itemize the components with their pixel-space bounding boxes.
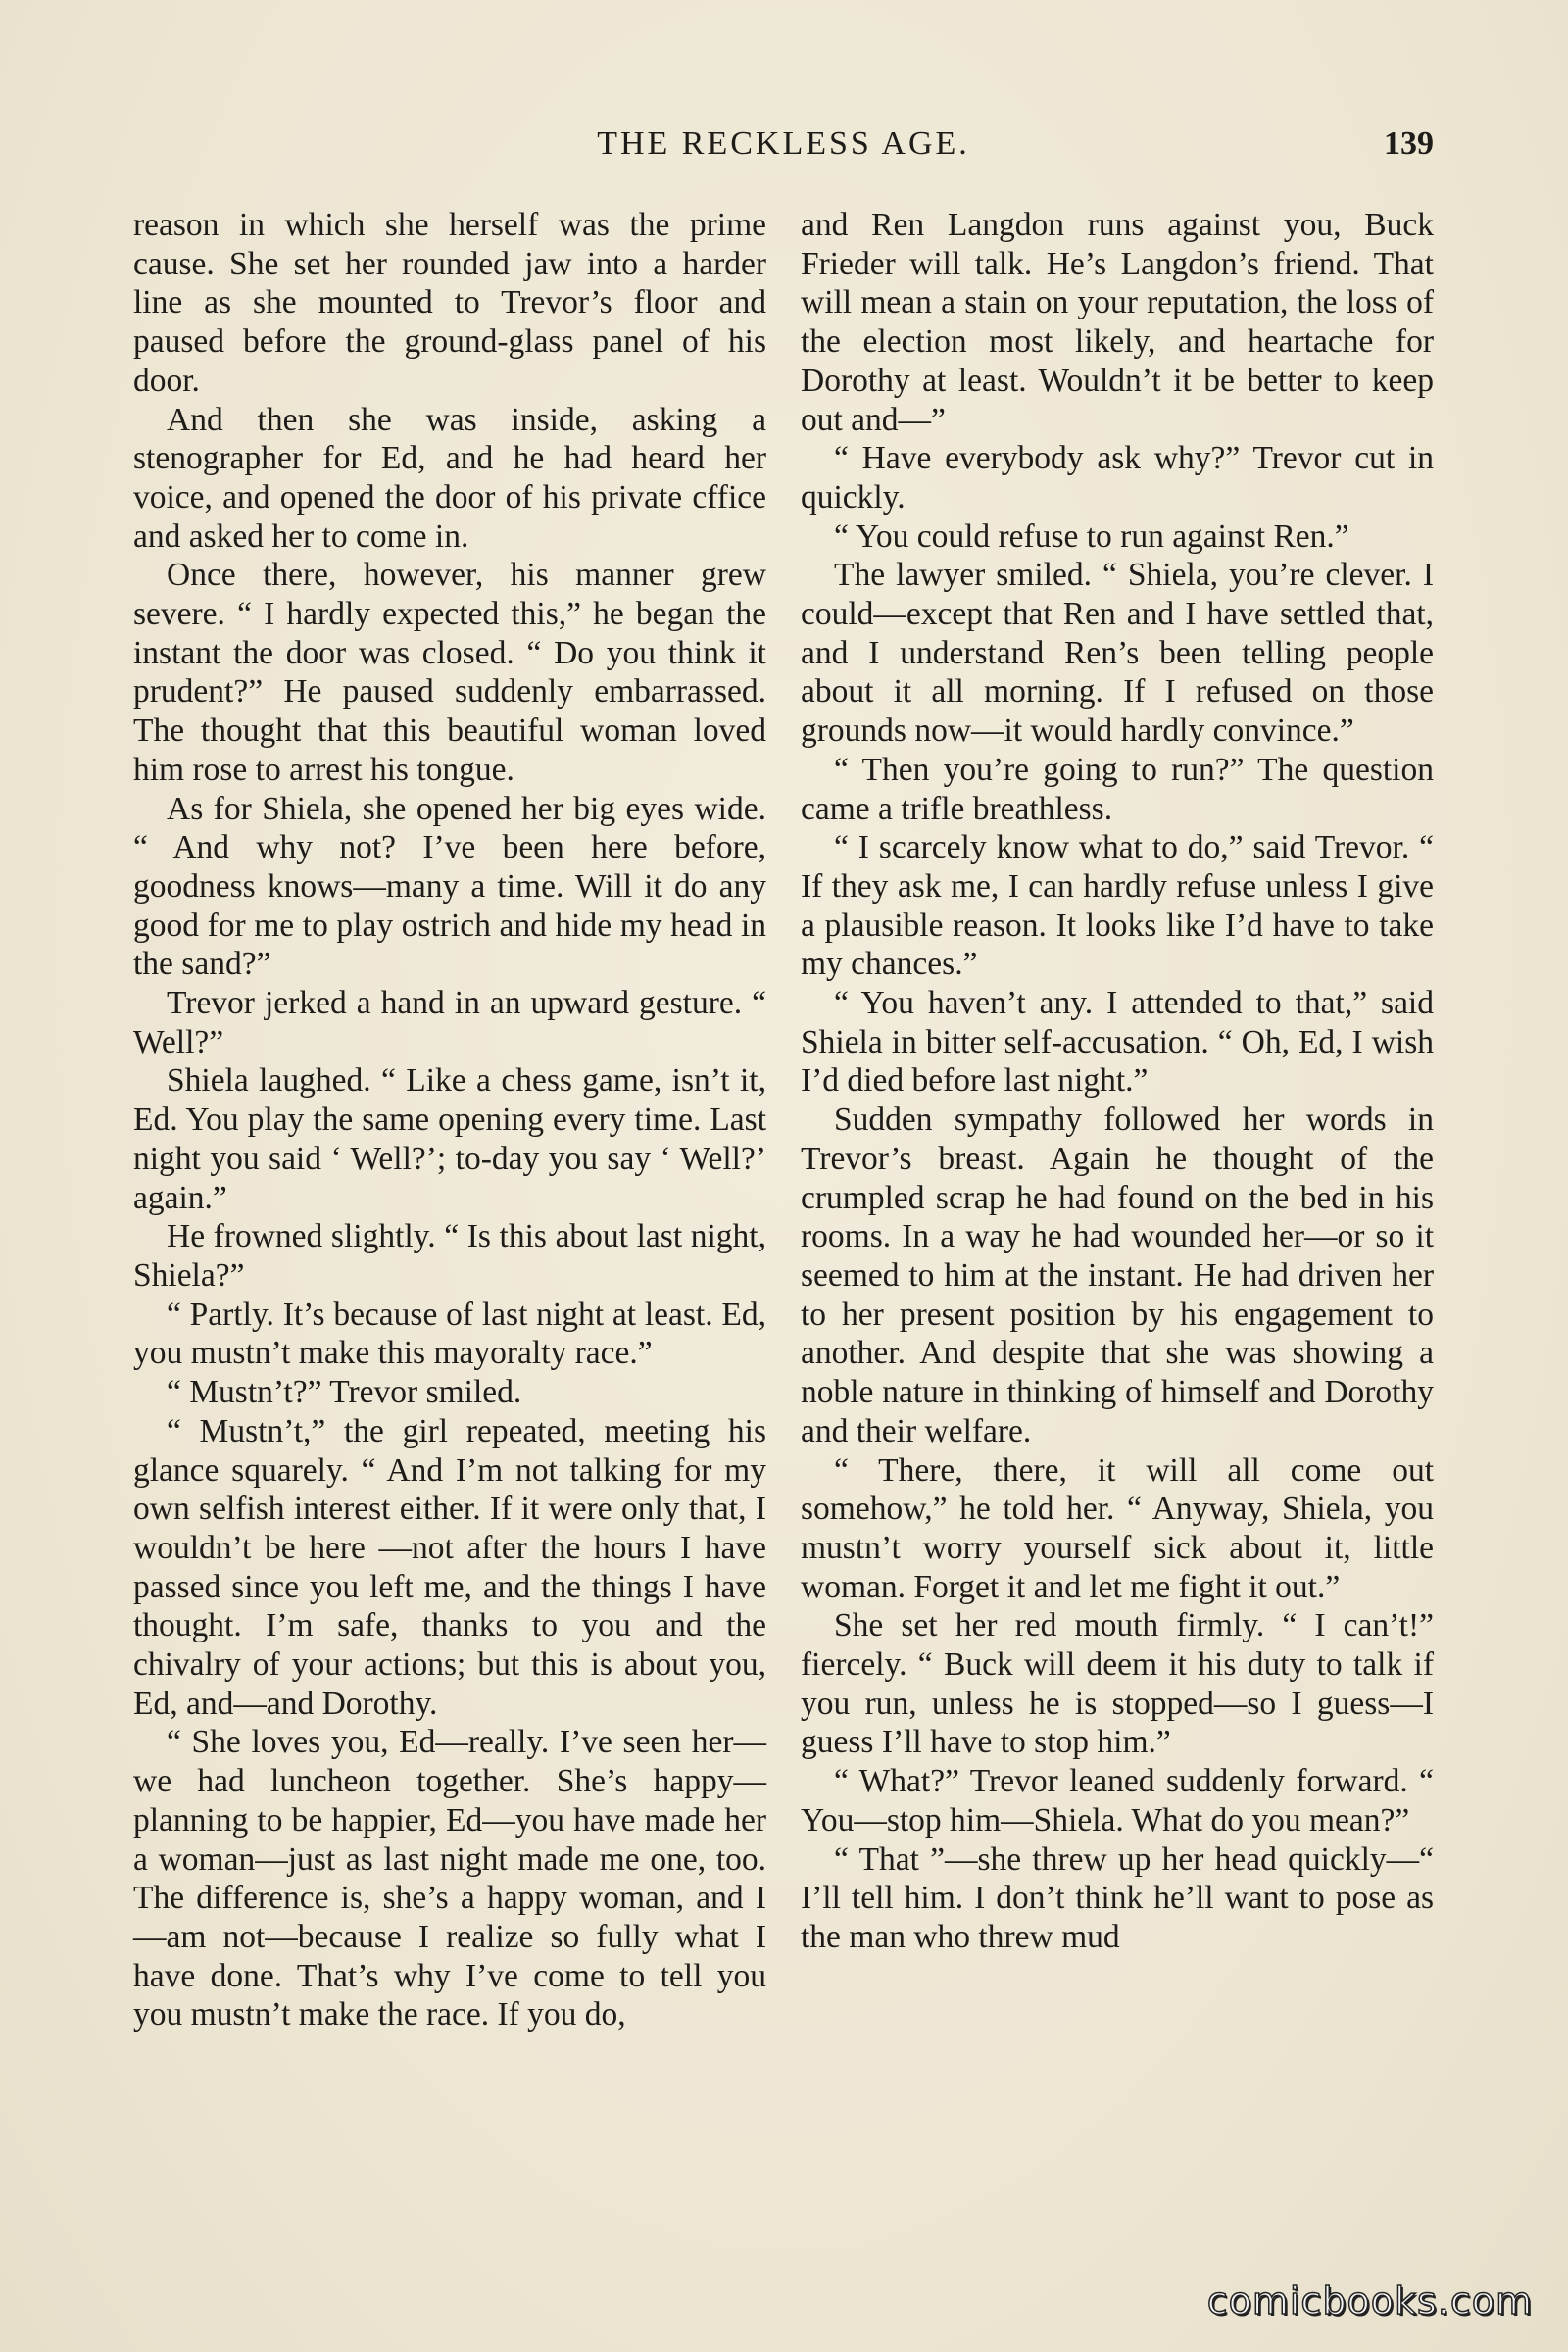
paragraph: “ Then you’re going to run?” The question came a trifle breathless. (801, 751, 1434, 827)
paragraph: As for Shiela, she opened her big eyes wide. “ And why not? I’ve been here before, goodness knows—many a time. Will it do any good for me to play ostrich and hide my head in the sand?” (133, 790, 766, 983)
paragraph: “ I scarcely know what to do,” said Trevor. “ If they ask me, I can hardly refuse unless I give a plausible reason. It looks like I’d have to take my chances.” (801, 829, 1434, 983)
paragraph: “ What?” Trevor leaned suddenly forward. “ You—stop him—Shiela. What do you mean?” (801, 1763, 1434, 1838)
left-column (133, 206, 766, 2205)
paragraph: Once there, however, his manner grew severe. “ I hardly expected this,” he began the instant the door was closed. “ Do you think it prudent?” He paused suddenly embarrassed. The thought that this beautiful woman loved him rose to arrest his tongue. (133, 557, 766, 788)
text-columns (133, 206, 1434, 2205)
paragraph: Sudden sympathy followed her words in Trevor’s breast. Again he thought of the crumpled scrap he had found on the bed in his rooms. In a way he had wounded her—or so it seemed to him at the instant. He had driven her to her present position by his engagement to another. And despite that she was showing a noble nature in thinking of himself and Dorothy and their welfare. (801, 1102, 1434, 1449)
paragraph: The lawyer smiled. “ Shiela, you’re clever. I could—except that Ren and I have settled that, and I understand Ren’s been telling people about it all morning. If I refused on those grounds now—it would hardly convince.” (801, 557, 1434, 750)
paragraph: and Ren Langdon runs against you, Buck Frieder will talk. He’s Langdon’s friend. That will mean a stain on your reputation, the loss of the election most likely, and heartache for Dorothy at least. Wouldn’t it be better to keep out and—” (801, 207, 1434, 438)
paragraph: “ Partly. It’s because of last night at least. Ed, you mustn’t make this mayoralty race.” (133, 1296, 766, 1372)
paragraph: And then she was inside, asking a stenographer for Ed, and he had heard her voice, and opened the door of his private cffice and asked her to come in. (133, 401, 766, 555)
paragraph: “ You could refuse to run against Ren.” (834, 517, 1349, 555)
watermark-text: comicbooks.com (1206, 2279, 1533, 2323)
paragraph: “ Mustn’t,” the girl repeated, meeting his glance squarely. “ And I’m not talking for my own selfish interest either. If it were only that, I wouldn’t be here —not after the hours I have passed since you left me, and the things I have thought. I’m safe, thanks to you and the chivalry of your actions; but this is about you, Ed, and—and Dorothy. (133, 1412, 766, 1722)
page-number: 139 (1384, 125, 1434, 162)
paragraph: “ She loves you, Ed—really. I’ve seen her—we had luncheon together. She’s happy—planning to be happier, Ed—you have made her a woman—just as last night made me one, too. The difference is, she’s a happy woman, and I—am not—because I realize so fully what I have done. That’s why I’ve come to tell you you mustn’t make the race. If you do, (133, 1724, 766, 2034)
paragraph: “ Have everybody ask why?” Trevor cut in quickly. (801, 440, 1434, 515)
running-title: THE RECKLESS AGE. (597, 125, 970, 162)
paragraph: reason in which she herself was the prime cause. She set her rounded jaw into a harder line as she mounted to Trevor’s floor and paused before the ground-glass panel of his door. (133, 207, 766, 399)
paragraph: “ Mustn’t?” Trevor smiled. (167, 1374, 522, 1411)
paragraph: “ There, there, it will all come out somehow,” he told her. “ Anyway, Shiela, you mustn’t worry yourself sick about it, little woman. Forget it and let me fight it out.” (801, 1451, 1434, 1605)
paragraph: “ That ”—she threw up her head quickly—“ I’ll tell him. I don’t think he’ll want to pose as the man who threw mud (801, 1840, 1434, 1955)
page-header (133, 125, 1434, 184)
paragraph: Shiela laughed. “ Like a chess game, isn’t it, Ed. You play the same opening every time. Last night you said ‘ Well?’; to-day you say ‘ Well?’ again.” (133, 1062, 766, 1216)
paragraph: Trevor jerked a hand in an upward gesture. “ Well?” (133, 985, 766, 1060)
paragraph: He frowned slightly. “ Is this about last night, Shiela?” (133, 1218, 766, 1294)
paragraph: “ You haven’t any. I attended to that,” said Shiela in bitter self-accusation. “ Oh, Ed, I wish I’d died before last night.” (801, 985, 1434, 1100)
right-column (801, 206, 1434, 2205)
paragraph: She set her red mouth firmly. “ I can’t!” fiercely. “ Buck will deem it his duty to talk if you run, unless he is stopped—so I guess—I guess I’ll have to stop him.” (801, 1607, 1434, 1761)
